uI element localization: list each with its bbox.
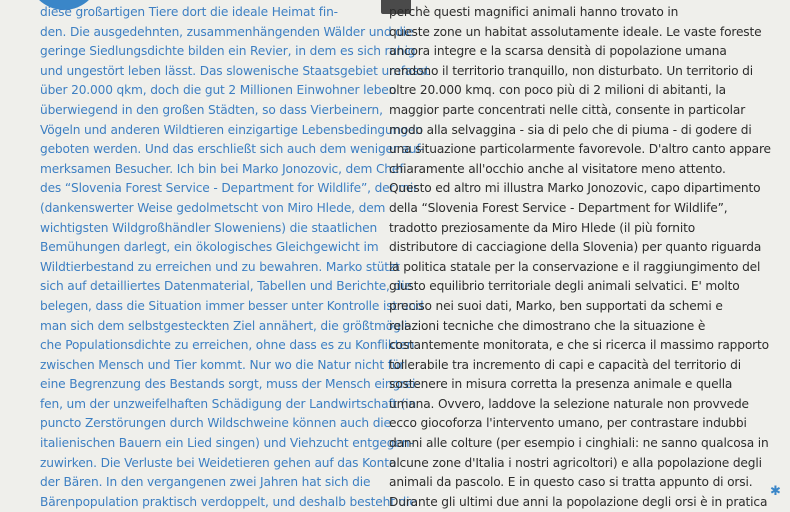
text-line: sich auf detailliertes Datenmaterial, Tabellen und Berichte, die bbox=[40, 279, 412, 294]
text-line: chiaramente all'occhio anche al visitatore meno attento. bbox=[389, 161, 726, 176]
text-line: costantemente monitorata, e che si ricerca il massimo rapporto bbox=[389, 338, 769, 353]
text-line: eine Begrenzung des Bestands sorgt, muss der Mensch eingrei- bbox=[40, 377, 420, 392]
text-line: geboten werden. Und das erschließt sich auch dem weniger auf- bbox=[40, 142, 425, 157]
text-line: modo alla selvaggina - sia di pelo che di piuma - di godere di bbox=[389, 122, 752, 137]
text-line: Vögeln und anderen Wildtieren einzigartige Lebensbedingungen bbox=[40, 122, 423, 137]
text-line: Bärenpopulation praktisch verdoppelt, und deshalb besteht die bbox=[40, 494, 417, 509]
text-line: della “Slovenia Forest Service - Department for Wildlife”, bbox=[389, 200, 728, 215]
text-line: des “Slovenia Forest Service - Department for Wildlife”, der mir bbox=[40, 181, 418, 196]
text-line: oltre 20.000 kmq. con poco più di 2 milioni di abitanti, la bbox=[389, 83, 726, 98]
text-line: Bemühungen darlegt, ein ökologisches Gleichgewicht im bbox=[40, 240, 379, 255]
text-line: zwischen Mensch und Tier kommt. Nur wo die Natur nicht für bbox=[40, 357, 405, 372]
text-line: umana. Ovvero, laddove la selezione naturale non provvede bbox=[389, 396, 749, 411]
text-line: queste zone un habitat assolutamente ideale. Le vaste foreste bbox=[389, 24, 762, 39]
text-line: tollerabile tra incremento di capi e capacità del territorio di bbox=[389, 357, 741, 372]
text-line: der Bären. In den vergangenen zwei Jahren hat sich die bbox=[40, 475, 371, 490]
text-line: belegen, dass die Situation immer besser unter Kontrolle ist und bbox=[40, 298, 424, 313]
text-line: preciso nei suoi dati, Marko, ben supportati da schemi e bbox=[389, 298, 723, 313]
text-line: tradotto preziosamente da Miro Hlede (il più fornito bbox=[389, 220, 696, 235]
text-line: italienischen Bauern ein Lied singen) und Viehzucht entgegen- bbox=[40, 436, 414, 451]
text-line: sostenere in misura corretta la presenza animale e quella bbox=[389, 377, 733, 392]
text-line: animali da pascolo. E in questo caso si tratta appunto di orsi. bbox=[389, 475, 753, 490]
text-line: über 20.000 qkm, doch die gut 2 Millionen Einwohner leben bbox=[40, 83, 397, 98]
text-line: zuwirken. Die Verluste bei Weidetieren gehen auf das Konto bbox=[40, 455, 397, 470]
text-line: alcune zone d'Italia i nostri agricoltori) e alla popolazione degli bbox=[389, 455, 762, 470]
text-line: wichtigsten Wildgroßhändler Sloweniens) die staatlichen bbox=[40, 220, 378, 235]
text-line: rendono il territorio tranquillo, non disturbato. Un territorio di bbox=[389, 63, 754, 78]
text-line: ancora integre e la scarsa densità di popolazione umana bbox=[389, 44, 727, 59]
text-line: überwiegend in den großen Städten, so dass Vierbeinern, bbox=[40, 102, 383, 117]
text-line: man sich dem selbstgesteckten Ziel annähert, die größtmögli- bbox=[40, 318, 412, 333]
text-line: puncto Zerstörungen durch Wildschweine können auch die bbox=[40, 416, 391, 431]
text-line: Wildtierbestand zu erreichen und zu bewahren. Marko stützt bbox=[40, 259, 400, 274]
bear-paw-icon: ✱ bbox=[770, 484, 781, 499]
text-line: giusto equilibrio territoriale degli animali selvatici. E' molto bbox=[389, 279, 740, 294]
text-line: una situazione particolarmente favorevole. D'altro canto appare bbox=[389, 142, 771, 157]
text-line: ecco giocoforza l'intervento umano, per contrastare indubbi bbox=[389, 416, 747, 431]
text-line: (dankenswerter Weise gedolmetscht von Miro Hlede, dem bbox=[40, 200, 386, 215]
text-line: relazioni tecniche che dimostrano che la situazione è bbox=[389, 318, 706, 333]
german-text-column bbox=[40, 3, 429, 512]
text-line: geringe Siedlungsdichte bilden ein Revier, in dem es sich ruhig bbox=[40, 44, 416, 59]
text-line: la politica statale per la conservazione e il raggiungimento del bbox=[389, 259, 761, 274]
text-line: merksamen Besucher. Ich bin bei Marko Jonozovic, dem Chef bbox=[40, 161, 404, 176]
text-line: den. Die ausgedehnten, zusammenhängenden Wälder und die bbox=[40, 24, 414, 39]
text-line: fen, um der unzweifelhaften Schädigung der Landwirtschaft (in bbox=[40, 396, 417, 411]
text-line: diese großartigen Tiere dort die ideale Heimat fin- bbox=[40, 5, 338, 19]
text-line: che Populationsdichte zu erreichen, ohne dass es zu Konflikten bbox=[40, 338, 415, 353]
text-line: und ungestört leben lässt. Das slowenische Staatsgebiet umfasst bbox=[40, 63, 430, 78]
text-line: perchè questi magnifici animali hanno trovato in bbox=[389, 5, 679, 19]
text-line: Durante gli ultimi due anni la popolazione degli orsi è in pratica bbox=[389, 494, 768, 509]
text-line: distributore di cacciagione della Slovenia) per quanto riguarda bbox=[389, 240, 762, 255]
text-line: maggior parte concentrati nelle città, consente in particolar bbox=[389, 102, 746, 117]
text-line: danni alle colture (per esempio i cinghiali: ne sanno qualcosa in bbox=[389, 436, 769, 451]
italian-text-column bbox=[389, 3, 771, 512]
text-line: Questo ed altro mi illustra Marko Jonozovic, capo dipartimento bbox=[389, 181, 761, 196]
